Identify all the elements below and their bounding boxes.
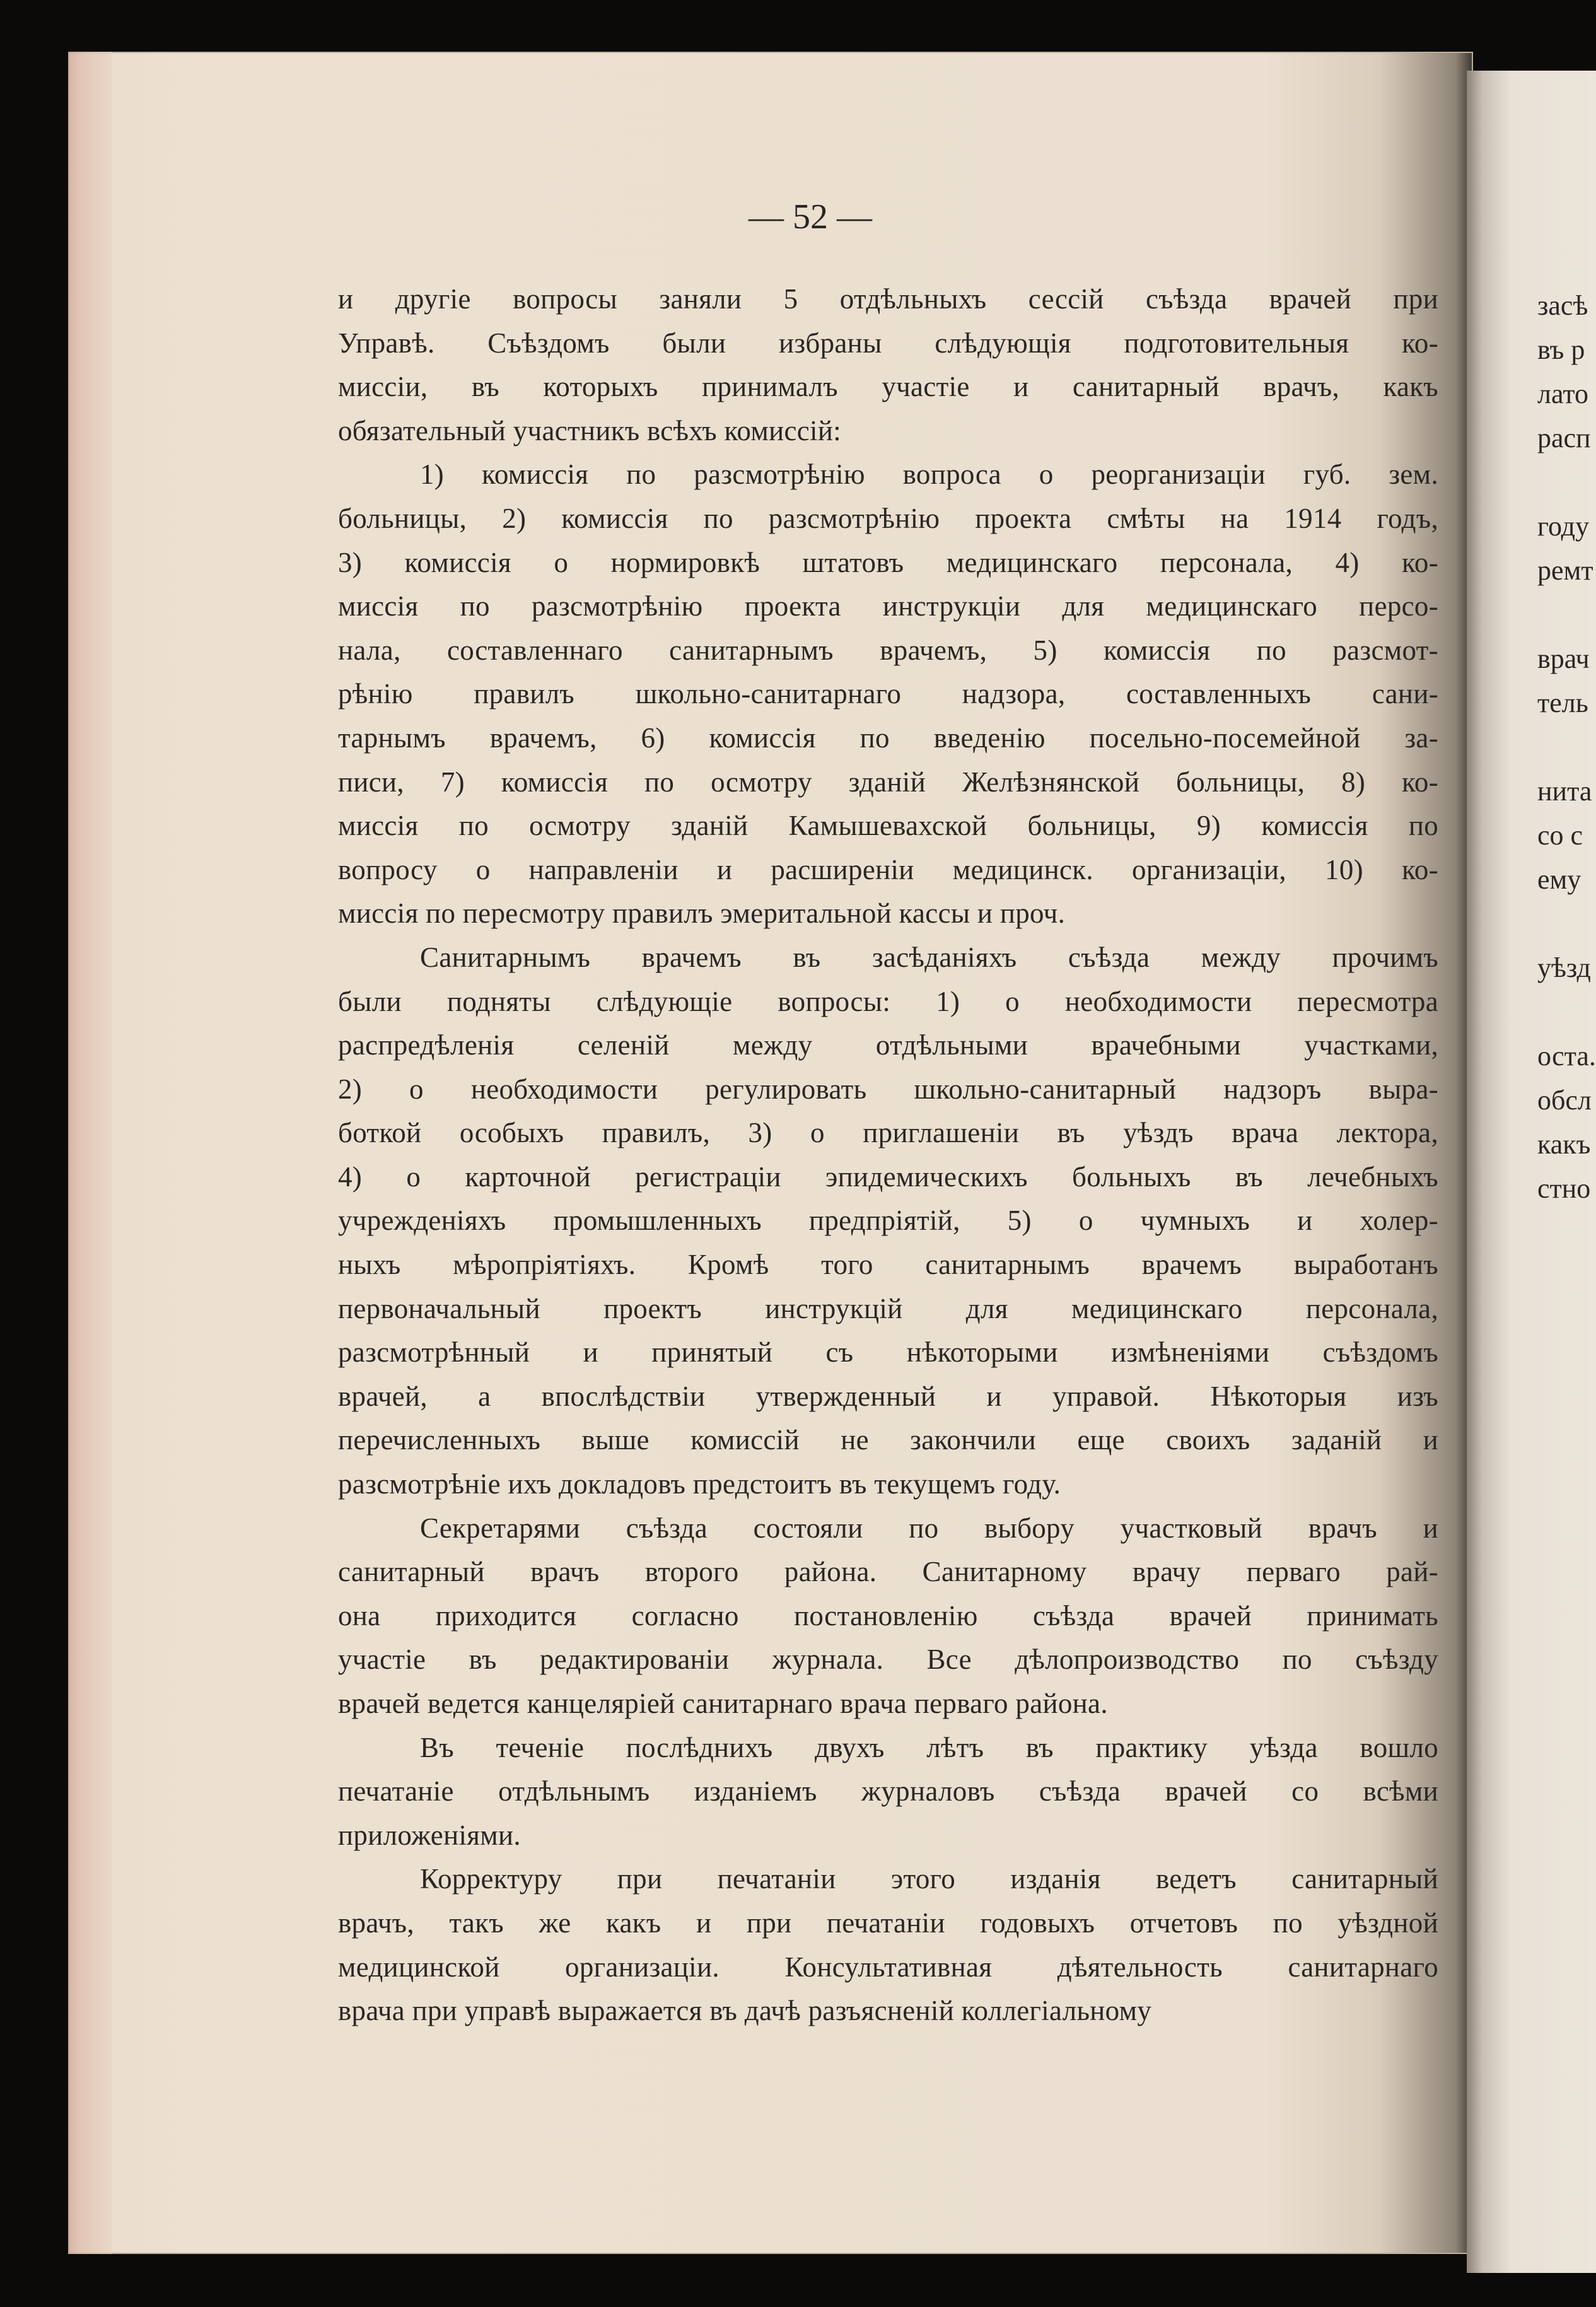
text-line: участіе въ редактированіи журнала. Все дѣлопроизводство по съѣзду [338,1644,1438,1676]
facing-page-line: уѣзд [1537,952,1591,983]
facing-page-line: году [1537,511,1590,542]
text-line: боткой особыхъ правилъ, 3) о приглашеніи въ уѣздъ врача лектора, [338,1117,1438,1149]
text-line: миссія по осмотру зданій Камышевахской больницы, 9) комиссія по [338,810,1438,842]
text-line: тарнымъ врачемъ, 6) комиссія по введенію посельно-посемейной за- [338,721,1438,754]
text-line: писи, 7) комиссія по осмотру зданій Желѣзнянской больницы, 8) ко- [338,766,1438,798]
facing-page-line: врач [1537,643,1590,674]
text-line: врачей ведется канцеляріей санитарнаго врача перваго района. [338,1688,1108,1719]
paragraph [338,1857,1438,2033]
paragraph [338,1726,1438,1858]
paragraph [338,1507,1438,1726]
text-line: медицинской организаціи. Консультативная дѣятельность санитарнаго [338,1951,1438,1983]
facing-page-line: нита [1537,776,1592,807]
text-line: Секретарями съѣзда состояли по выбору участковый врачъ и [420,1512,1438,1544]
facing-page-line: ему [1537,864,1581,895]
text-line: она приходится согласно постановленію съѣзда врачей принимать [338,1599,1438,1632]
text-line: врачей, а впослѣдствіи утвержденный и управой. Нѣкоторыя изъ [338,1380,1438,1412]
page-number: — 52 — [748,197,872,237]
text-line: печатаніе отдѣльнымъ изданіемъ журналовъ съѣзда врачей со всѣми [338,1775,1438,1808]
paragraph [338,277,1438,453]
text-line: были подняты слѣдующіе вопросы: 1) о необходимости пересмотра [338,985,1438,1017]
text-line: 3) комиссія о нормировкѣ штатовъ медицинскаго персонала, 4) ко- [338,546,1438,578]
text-line: врача при управѣ выражается въ дачѣ разъясненій коллегіальному [338,1995,1152,2027]
text-line: Управѣ. Съѣздомъ были избраны слѣдующія подготовительныя ко- [338,327,1438,359]
text-line: приложеніями. [338,1819,521,1851]
text-line: первоначальный проектъ инструкцій для медицинскаго персонала, [338,1292,1438,1324]
facing-page-text [1537,284,1596,1211]
paragraph [338,936,1438,1507]
text-line: миссіи, въ которыхъ принималъ участіе и санитарный врачъ, какъ [338,371,1438,403]
text-line: вопросу о направленіи и расширеніи медицинск. организаціи, 10) ко- [338,853,1438,885]
facing-page-line [1537,725,1596,769]
facing-page-line: тель [1537,687,1588,718]
facing-page-line: ремт [1537,555,1593,586]
text-line: обязательный участникъ всѣхъ комиссій: [338,414,842,447]
text-line: учрежденіяхъ промышленныхъ предпріятій, 5) о чумныхъ и холер- [338,1205,1438,1237]
text-line: Санитарнымъ врачемъ въ засѣданіяхъ съѣзда между прочимъ [420,941,1438,973]
text-line: санитарный врачъ второго района. Санитарному врачу перваго рай- [338,1556,1438,1588]
page-number-container [684,197,936,247]
text-line: Корректуру при печатаніи этого изданія ведетъ санитарный [420,1863,1438,1895]
facing-page-line: со с [1537,820,1583,851]
facing-page-line [1537,460,1596,505]
text-line: распредѣленія селеній между отдѣльными врачебными участками, [338,1029,1438,1061]
text-line: ныхъ мѣропріятіяхъ. Кромѣ того санитарнымъ врачемъ выработанъ [338,1249,1438,1281]
text-line: врачъ, такъ же какъ и при печатаніи годовыхъ отчетовъ по уѣздной [338,1907,1438,1939]
facing-page-line [1537,990,1596,1034]
text-line: миссія по разсмотрѣнію проекта инструкціи для медицинскаго персо- [338,590,1438,622]
text-line: и другіе вопросы заняли 5 отдѣльныхъ сессій съѣзда врачей при [338,283,1438,315]
facing-page-line: въ р [1537,334,1585,365]
paragraph [338,453,1438,936]
text-line: разсмотрѣніе ихъ докладовъ предстоитъ въ текущемъ году. [338,1468,1061,1500]
facing-page-line: расп [1537,423,1591,453]
text-line: 1) комиссія по разсмотрѣнію вопроса о реорганизаціи губ. зем. [420,458,1438,491]
text-line: разсмотрѣнный и принятый съ нѣкоторыми измѣненіями съѣздомъ [338,1336,1438,1369]
facing-page-line: оста. [1537,1041,1596,1072]
text-line: Въ теченіе послѣднихъ двухъ лѣтъ въ практику уѣзда вошло [420,1731,1438,1763]
text-line: 2) о необходимости регулировать школьно-санитарный надзоръ выра- [338,1073,1438,1105]
text-line: 4) о карточной регистраціи эпидемическихъ больныхъ въ лечебныхъ [338,1160,1438,1193]
facing-page-line [1537,593,1596,637]
facing-page-line: лато [1537,378,1588,409]
text-line: перечисленныхъ выше комиссій не закончили еще своихъ заданій и [338,1424,1438,1456]
page-body-text [338,277,1438,2033]
text-line: миссія по пересмотру правилъ эмеритальной кассы и проч. [338,897,1066,930]
facing-page-line: засѣ [1537,290,1588,321]
facing-page-line [1537,902,1596,946]
facing-page-line: стно [1537,1173,1591,1204]
text-line: больницы, 2) комиссія по разсмотрѣнію проекта смѣты на 1914 годъ, [338,502,1438,534]
text-line: нала, составленнаго санитарнымъ врачемъ, 5) комиссія по разсмот- [338,634,1438,666]
facing-page-line: какъ [1537,1129,1591,1160]
facing-page-line: обсл [1537,1085,1592,1116]
text-line: рѣнію правилъ школьно-санитарнаго надзора, составленныхъ сани- [338,678,1438,710]
